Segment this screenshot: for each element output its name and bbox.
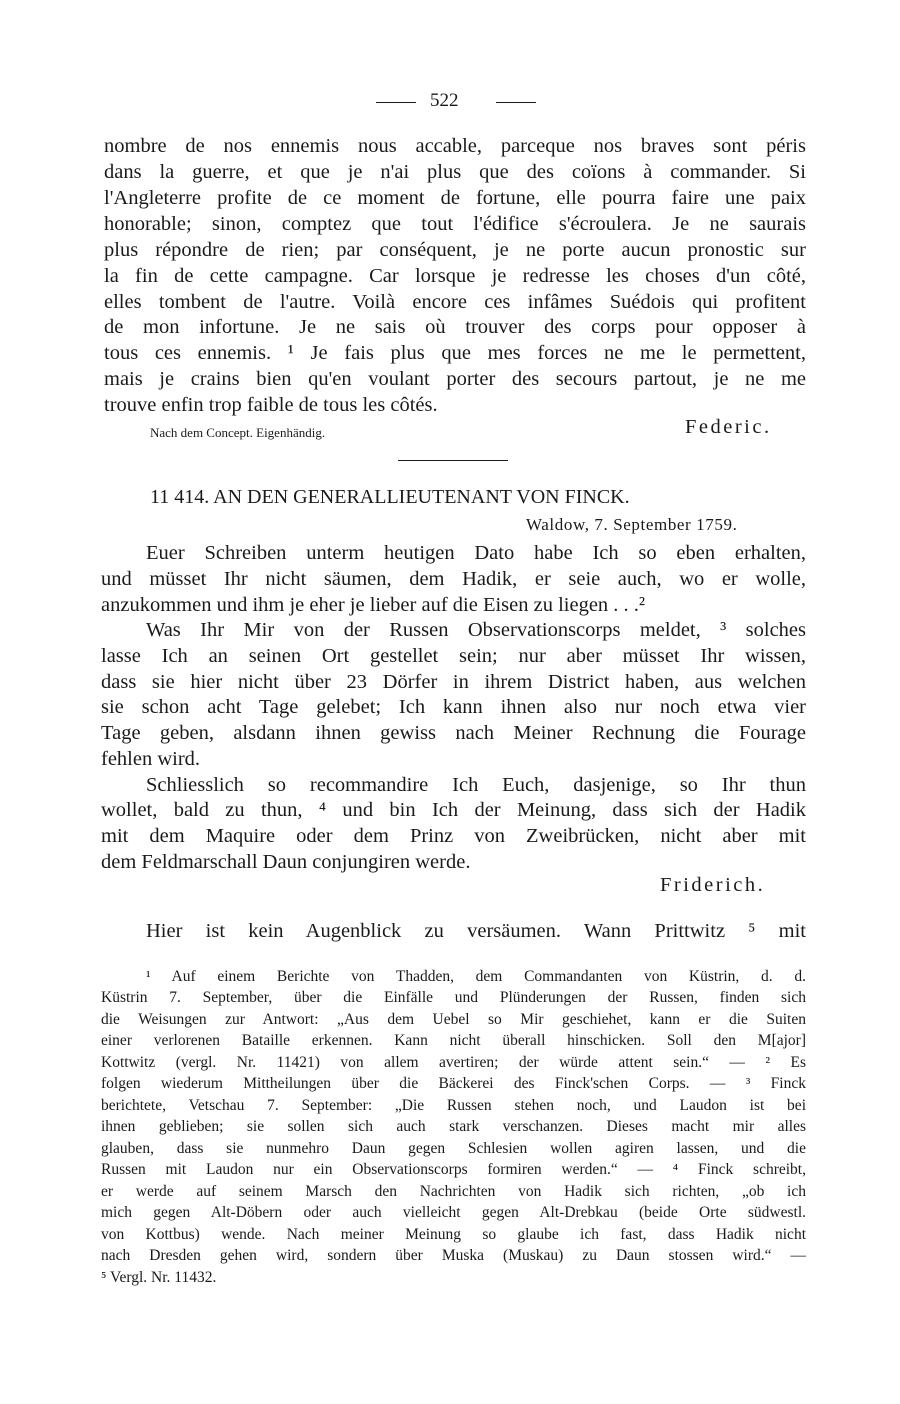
body-line: plus répondre de rien; par conséquent, je ne porte aucun pronostic sur bbox=[104, 239, 806, 261]
footnote-line: ihnen geblieben; sie sollen sich auch stark verschanzen. Dieses macht mir alles bbox=[101, 1118, 806, 1135]
letter-line: Tage geben, alsdann ihnen gewiss nach Meiner Rechnung die Fourage bbox=[101, 722, 806, 744]
body-line: de mon infortune. Je ne sais où trouver des corps pour opposer à bbox=[104, 316, 806, 338]
letter-line: sie schon acht Tage gelebet; Ich kann ihnen also nur noch etwa vier bbox=[101, 696, 806, 718]
body-line: mais je crains bien qu'en voulant porter des secours partout, je ne me bbox=[104, 368, 806, 390]
footnote-line: die Weisungen zur Antwort: „Aus dem Uebel so Mir geschiehet, kann er die Suiten bbox=[101, 1011, 806, 1028]
letter-line: und müsset Ihr nicht säumen, dem Hadik, er seie auch, wo er wolle, bbox=[101, 568, 806, 590]
footnote-line: Russen mit Laudon nur ein Observationscorps formiren werden.“ — ⁴ Finck schreibt, bbox=[101, 1161, 806, 1178]
letter-line: anzukommen und ihm je eher je lieber auf die Eisen zu liegen . . .² bbox=[101, 594, 646, 616]
dateline: Waldow, 7. September 1759. bbox=[526, 515, 738, 534]
body-line: tous ces ennemis. ¹ Je fais plus que mes forces ne me le permettent, bbox=[104, 342, 806, 364]
header-dash-right bbox=[496, 102, 536, 103]
letter-line: dass sie hier nicht über 23 Dörfer in ihrem District haben, aus welchen bbox=[101, 671, 806, 693]
letter-heading: 11 414. AN DEN GENERALLIEUTENANT VON FINCK. bbox=[150, 486, 630, 508]
body-line: honorable; sinon, comptez que tout l'édifice s'écroulera. Je ne saurais bbox=[104, 213, 806, 235]
footnote-line: er werde auf seinem Marsch den Nachrichten von Hadik sich richten, „ob ich bbox=[101, 1183, 806, 1200]
footnote-line: Küstrin 7. September, über die Einfälle und Plünderungen der Russen, finden sich bbox=[101, 989, 806, 1006]
footnote-line: ¹ Auf einem Berichte von Thadden, dem Commandanten von Küstrin, d. d. bbox=[146, 968, 806, 985]
section-divider bbox=[398, 460, 508, 461]
body-line: elles tombent de l'autre. Voilà encore ces infâmes Suédois qui profitent bbox=[104, 291, 806, 313]
footnote-line: ⁵ Vergl. Nr. 11432. bbox=[101, 1269, 217, 1286]
body-line: nombre de nos ennemis nous accable, parceque nos braves sont péris bbox=[104, 135, 806, 157]
letter-line: lasse Ich an seinen Ort gestellet sein; nur aber müsset Ihr wissen, bbox=[101, 645, 806, 667]
letter-line: mit dem Maquire oder dem Prinz von Zweibrücken, nicht aber mit bbox=[101, 825, 806, 847]
footnote-line: einer verlorenen Bataille erkennen. Kann nicht überall hinschicken. Soll den M[ajor] bbox=[101, 1032, 806, 1049]
source-note: Nach dem Concept. Eigenhändig. bbox=[150, 425, 326, 440]
postscript: Hier ist kein Augenblick zu versäumen. Wann Prittwitz ⁵ mit bbox=[146, 920, 806, 942]
body-line: trouve enfin trop faible de tous les côtés. bbox=[104, 394, 438, 416]
footnote-line: berichtete, Vetschau 7. September: „Die Russen stehen noch, und Laudon ist bei bbox=[101, 1097, 806, 1114]
signature-federic: Federic. bbox=[685, 416, 772, 438]
letter-line: dem Feldmarschall Daun conjungiren werde. bbox=[101, 851, 471, 873]
footnote-line: Kottwitz (vergl. Nr. 11421) von allem avertiren; der würde attent sein.“ — ² Es bbox=[101, 1054, 806, 1071]
letter-line: fehlen wird. bbox=[101, 748, 201, 770]
letter-line: wollet, bald zu thun, ⁴ und bin Ich der Meinung, dass sich der Hadik bbox=[101, 799, 806, 821]
footnote-line: glauben, dass sie nunmehro Daun gegen Schlesien wollen agiren lassen, und die bbox=[101, 1140, 806, 1157]
footnote-line: von Kottbus) wende. Nach meiner Meinung so glaube ich fast, dass Hadik nicht bbox=[101, 1226, 806, 1243]
footnote-line: folgen wiederum Mittheilungen über die Bäckerei des Finck'schen Corps. — ³ Finck bbox=[101, 1075, 806, 1092]
body-line: la fin de cette campagne. Car lorsque je redresse les choses d'un côté, bbox=[104, 265, 806, 287]
footnote-line: mich gegen Alt-Döbern oder auch vielleicht gegen Alt-Drebkau (beide Orte südwestl. bbox=[101, 1204, 806, 1221]
footnote-line: nach Dresden gehen wird, sondern über Muska (Muskau) zu Daun stossen wird.“ — bbox=[101, 1247, 806, 1264]
body-line: dans la guerre, et que je n'ai plus que des coïons à commander. Si bbox=[104, 161, 806, 183]
signature-friderich: Friderich. bbox=[660, 874, 766, 896]
body-line: l'Angleterre profite de ce moment de fortune, elle pourra faire une paix bbox=[104, 187, 806, 209]
header-dash-left bbox=[376, 102, 416, 103]
page-number: 522 bbox=[430, 90, 459, 111]
letter-line: Euer Schreiben unterm heutigen Dato habe Ich so eben erhalten, bbox=[146, 542, 806, 564]
letter-line: Schliesslich so recommandire Ich Euch, dasjenige, so Ihr thun bbox=[146, 774, 806, 796]
letter-line: Was Ihr Mir von der Russen Observationscorps meldet, ³ solches bbox=[146, 619, 806, 641]
